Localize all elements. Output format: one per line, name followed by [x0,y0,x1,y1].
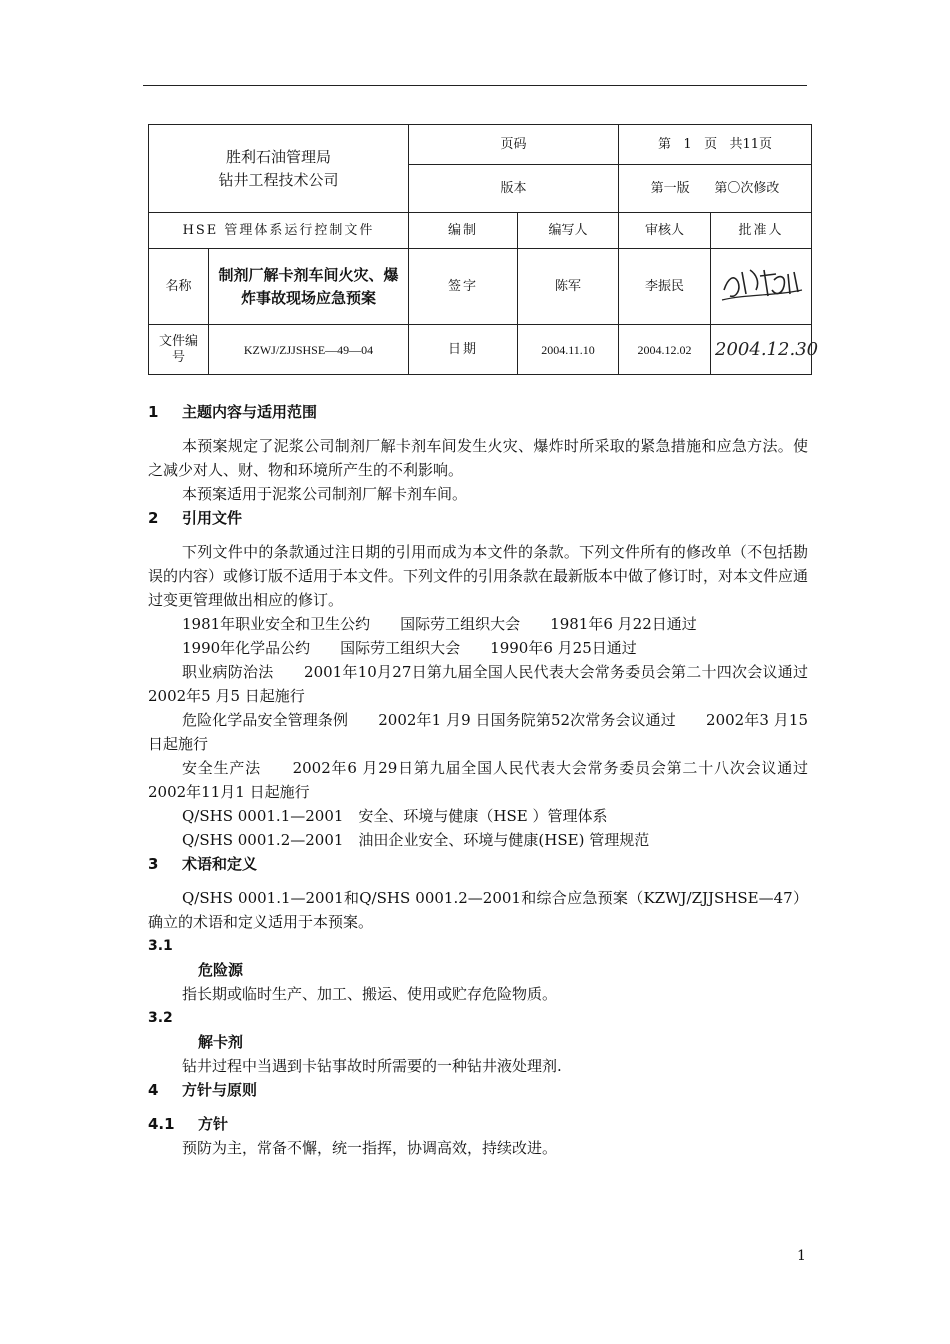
doc-title: 制剂厂解卡剂车间火灾、爆炸事故现场应急预案 [209,249,409,325]
col-approver: 批准人 [711,213,812,249]
col-compile: 编制 [409,213,518,249]
paragraph: 本预案规定了泥浆公司制剂厂解卡剂车间发生火灾、爆炸时所采取的紧急措施和应急方法。使之减少对人、财、物和环境所产生的不利影响。 [148,437,808,479]
subsection-number: 3.2 [148,1010,173,1026]
docno-label: 文件编号 [149,325,209,375]
header-rule [143,85,807,86]
organization-cell [149,125,409,213]
section-1-heading [148,400,808,424]
paragraph: 下列文件中的条款通过注日期的引用而成为本文件的条款。下列文件所有的修改单（不包括勘误的内容）或修订版不适用于本文件。下列文件的引用条款在最新版本中做了修订时，对本文件应通过变更管理做出相应的修订。 [148,543,809,609]
section-3-heading [148,852,808,876]
paragraph: 预防为主，常备不懈，统一指挥，协调高效，持续改进。 [182,1139,558,1157]
col-writer: 编写人 [518,213,619,249]
version-label: 版本 [409,165,619,213]
section-title: 主题内容与适用范围 [182,403,318,421]
section-title: 方针与原则 [182,1081,258,1099]
org-name-line2: 钻井工程技术公司 [218,170,339,189]
version-value: 第一版 第〇次修改 [619,165,812,213]
page-label: 页码 [409,125,619,165]
section-number: 2 [148,509,159,527]
section-4-heading [148,1078,808,1102]
paragraph: Q/SHS 0001.1—2001和Q/SHS 0001.2—2001和综合应急预案（KZWJ/ZJJSHSE—47）确立的术语和定义适用于本预案。 [148,889,808,931]
page-number: 1 [797,1248,806,1264]
date-label: 日期 [409,325,518,375]
page-value: 第 1 页 共11页 [619,125,812,165]
approver-date: 2004.12.30 [711,325,812,375]
reference-item: 职业病防治法 2001年10月27日第九届全国人民代表大会常务委员会第二十四次会议通过 2002年5 月5 日起施行 [148,663,839,705]
reference-item: Q/SHS 0001.2—2001 油田企业安全、环境与健康(HSE) 管理规范 [182,831,650,849]
section-title: 术语和定义 [182,855,258,873]
col-reviewer: 审核人 [619,213,711,249]
reference-item: 危险化学品安全管理条例 2002年1 月9 日国务院第52次常务会议通过 2002年3 月15日起施行 [148,711,808,753]
reviewer-name: 李振民 [619,249,711,325]
doc-number: KZWJ/ZJJSHSE—49—04 [209,325,409,375]
subsection-title: 危险源 [198,961,244,979]
document-header-table [148,124,819,375]
document-body [148,400,839,1160]
subsection-4-1-heading [148,1112,808,1136]
subsection-number: 4.1 [148,1115,175,1133]
subsection-number: 3.1 [148,938,173,954]
section-title: 引用文件 [182,509,243,527]
writer-date: 2004.11.10 [518,325,619,375]
section-number: 4 [148,1081,159,1099]
reference-item: 安全生产法 2002年6 月29日第九届全国人民代表大会常务委员会第二十八次会议通过 2002年11月1 日起施行 [148,759,839,801]
reference-item: 1981年职业安全和卫生公约 国际劳工组织大会 1981年6 月22日通过 [182,615,697,633]
writer-name: 陈军 [518,249,619,325]
section-2-heading [148,506,808,530]
subsection-title: 解卡剂 [198,1033,244,1051]
name-label: 名称 [149,249,209,325]
subsection-title: 方针 [198,1115,229,1133]
doc-type: HSE 管理体系运行控制文件 [149,213,409,249]
handwritten-signature-icon [716,260,806,306]
approver-signature [711,249,812,325]
section-number: 3 [148,855,159,873]
reviewer-date: 2004.12.02 [619,325,711,375]
reference-item: Q/SHS 0001.1—2001 安全、环境与健康（HSE ）管理体系 [182,807,608,825]
reference-item: 1990年化学品公约 国际劳工组织大会 1990年6 月25日通过 [182,639,637,657]
paragraph: 本预案适用于泥浆公司制剂厂解卡剂车间。 [182,485,468,503]
section-number: 1 [148,403,159,421]
sign-label: 签字 [409,249,518,325]
org-name-line1: 胜利石油管理局 [226,148,332,166]
paragraph: 钻井过程中当遇到卡钻事故时所需要的一种钻井液处理剂. [182,1057,562,1075]
paragraph: 指长期或临时生产、加工、搬运、使用或贮存危险物质。 [182,985,558,1003]
